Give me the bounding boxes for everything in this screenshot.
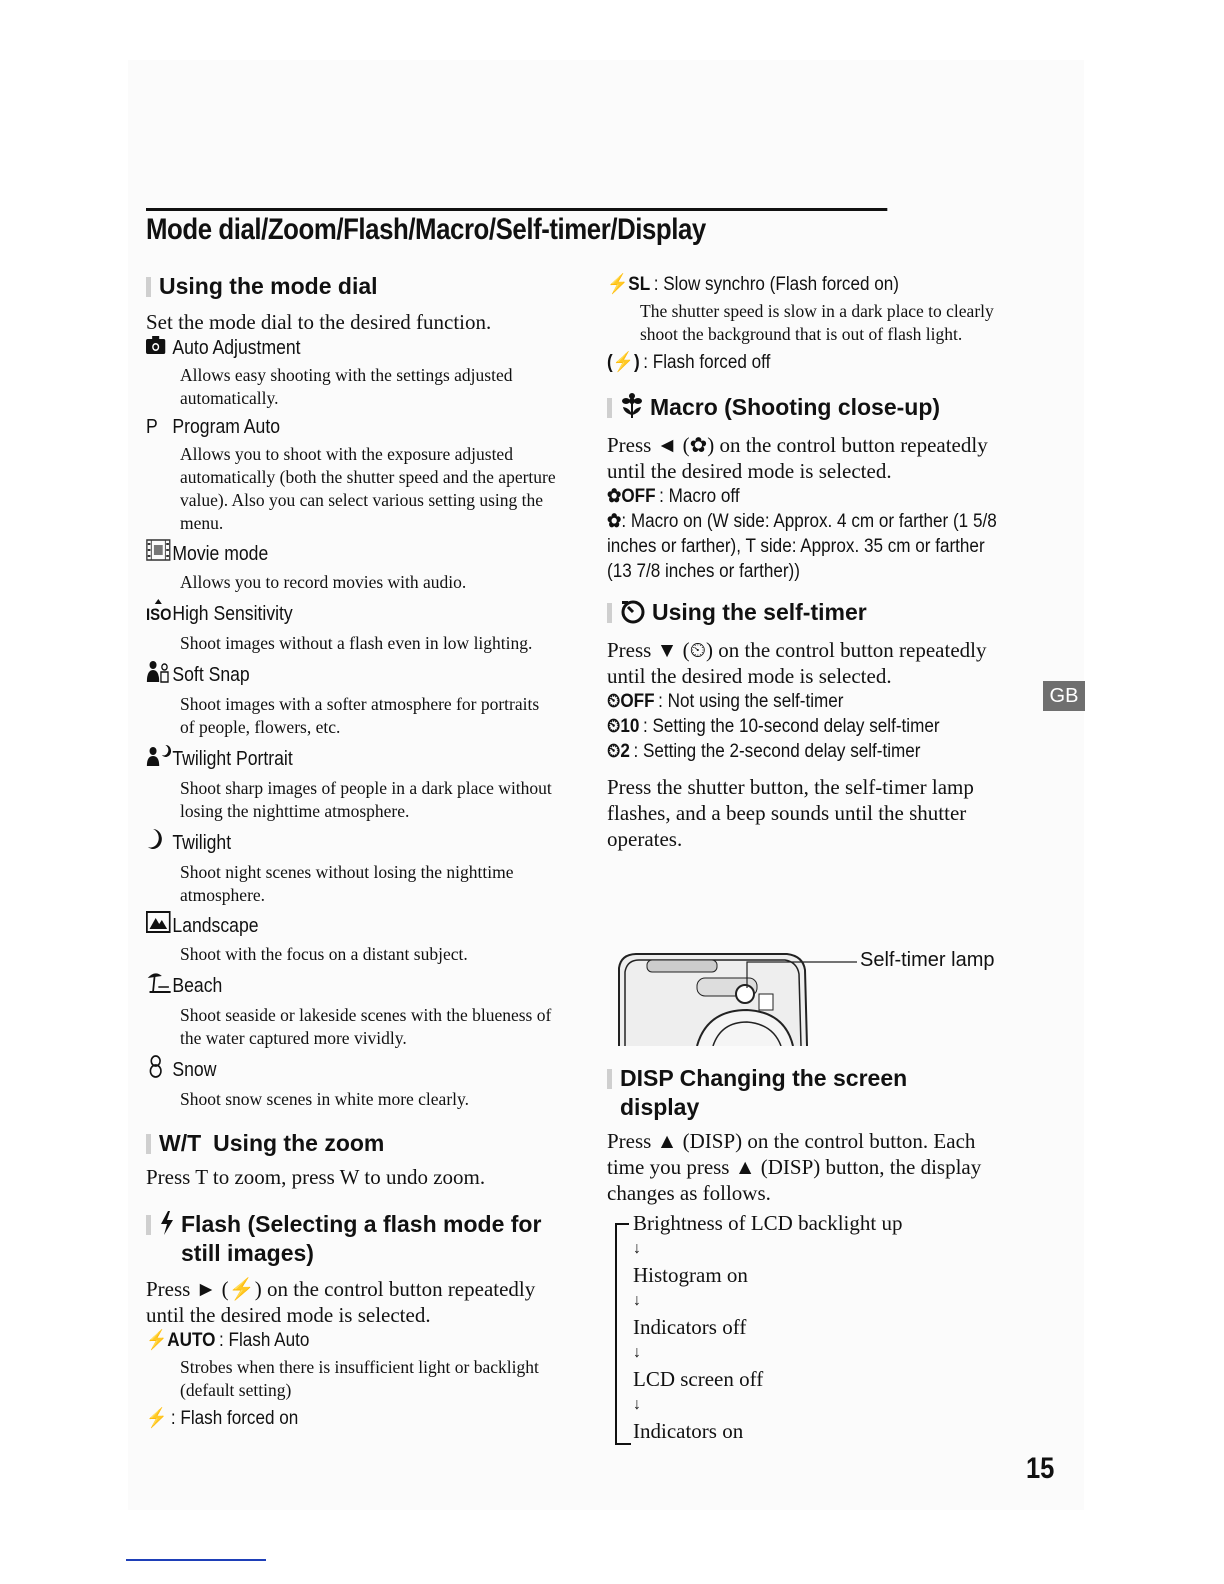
mode-item: Twilight [146, 827, 507, 858]
soft-snap-icon [146, 659, 172, 690]
flash-option-desc: The shutter speed is slow in a dark place to clearly shoot the background that is out of flash light. [640, 301, 994, 344]
mode-description: Shoot images with a softer atmosphere for portraits of people, flowers, etc. [180, 694, 540, 737]
moon-icon [146, 827, 172, 858]
heading-marker [607, 603, 612, 623]
display-heading: DISP Changing the screen display [607, 1064, 1017, 1122]
down-arrow-icon: ↓ [633, 1240, 641, 1257]
timer-off-icon: ⏲OFF [607, 691, 655, 712]
flash-option-desc: Strobes when there is insufficient light or backlight (default setting) [180, 1357, 539, 1400]
selftimer-option-10: ⏲10 : Setting the 10-second delay self-timer [607, 716, 940, 737]
heading-marker [146, 1134, 151, 1154]
disp-label: DISP [620, 1065, 674, 1091]
svg-text:ISO: ISO [146, 606, 171, 622]
timer-10-icon: ⏲10 [607, 716, 640, 737]
mode-description: Allows you to record movies with audio. [180, 572, 467, 592]
mode-description: Shoot with the focus on a distant subject. [180, 944, 468, 964]
flash-option-auto: ⚡AUTO : Flash Auto [146, 1330, 310, 1351]
display-step: Indicators off [633, 1315, 747, 1339]
timer-2-icon: ⏲2 [607, 741, 630, 762]
landscape-icon [146, 911, 172, 940]
mode-item: Twilight Portrait [146, 743, 507, 774]
mode-dial-lead: Set the mode dial to the desired function. [146, 310, 492, 334]
display-step: Indicators on [633, 1419, 744, 1443]
mode-item: P Program Auto [146, 416, 281, 438]
mode-description: Allows easy shooting with the settings adjusted automatically. [180, 365, 513, 408]
mode-item: Landscape [146, 911, 507, 940]
selftimer-option-2: ⏲2 : Setting the 2-second delay self-timer [607, 741, 921, 762]
flash-on-icon: ⚡ [146, 1408, 168, 1429]
display-step: Brightness of LCD backlight up [633, 1211, 903, 1235]
mode-description: Shoot night scenes without losing the nighttime atmosphere. [180, 862, 514, 905]
mode-item: Snow [146, 1054, 507, 1085]
snow-icon [146, 1054, 172, 1085]
flash-lead: Press ► (⚡) on the control button repeatedly until the desired mode is selected. [146, 1277, 536, 1327]
display-section [607, 1064, 1017, 1444]
display-step: Histogram on [633, 1263, 748, 1287]
iso-icon [146, 598, 172, 629]
program-icon: P [146, 416, 158, 438]
selftimer-note: Press the shutter button, the self-timer lamp flashes, and a beep sounds until the shutter operates. [607, 775, 974, 851]
mode-dial-heading: Using the mode dial [146, 272, 556, 301]
page-number: 15 [1026, 1452, 1055, 1485]
flash-sl-icon: ⚡SL [607, 274, 651, 295]
page-title: Mode dial/Zoom/Flash/Macro/Self-timer/Display [146, 208, 887, 247]
selftimer-option-off: ⏲OFF : Not using the self-timer [607, 691, 844, 712]
macro-option-off: ✿OFF : Macro off [607, 486, 740, 507]
mode-description: Shoot images without a flash even in low lighting. [180, 633, 533, 653]
flash-icon [159, 1210, 175, 1243]
flash-option-on: ⚡ : Flash forced on [146, 1408, 299, 1429]
mode-item: Movie mode [146, 539, 507, 568]
left-column [146, 272, 556, 1431]
mode-description: Shoot seaside or lakeside scenes with the blueness of the water captured more vividly. [180, 1005, 552, 1048]
flash-auto-icon: ⚡AUTO [146, 1330, 216, 1351]
flash-off-icon: (⚡) [607, 352, 640, 373]
camera-icon [146, 335, 172, 361]
mode-description: Shoot sharp images of people in a dark place without losing the nighttime atmosphere. [180, 778, 552, 821]
film-icon [146, 539, 172, 568]
down-arrow-icon: ↓ [633, 1344, 641, 1361]
heading-marker [607, 1069, 612, 1089]
display-step: LCD screen off [633, 1367, 764, 1391]
macro-off-icon: ✿OFF [607, 486, 656, 507]
heading-marker [146, 1215, 151, 1235]
macro-on-icon: ✿ [607, 511, 622, 532]
self-timer-icon [620, 598, 646, 631]
language-tab: GB [1043, 681, 1085, 711]
twilight-portrait-icon [146, 743, 172, 774]
down-arrow-icon: ↓ [633, 1396, 641, 1413]
macro-heading: Macro (Shooting close-up) [607, 393, 1017, 426]
down-arrow-icon: ↓ [633, 1292, 641, 1309]
heading-marker [146, 277, 151, 297]
right-column [607, 272, 1017, 852]
mode-item: ISO High Sensitivity [146, 598, 507, 629]
macro-lead: Press ◄ (✿) on the control button repeatedly until the desired mode is selected. [607, 433, 988, 483]
display-lead: Press ▲ (DISP) on the control button. Each time you press ▲ (DISP) button, the display changes as follows. [607, 1129, 982, 1205]
flash-heading: Flash (Selecting a flash mode for still images) [146, 1210, 556, 1268]
heading-marker [607, 398, 612, 418]
macro-icon [620, 393, 644, 426]
self-timer-lamp-label: Self-timer lamp [860, 949, 995, 971]
zoom-icon: W/T [159, 1130, 202, 1156]
zoom-heading: W/T Using the zoom [146, 1129, 556, 1158]
flash-option-slow-synchro: ⚡SL : Slow synchro (Flash forced on) [607, 274, 899, 295]
beach-icon [146, 970, 172, 1001]
mode-item: Soft Snap [146, 659, 507, 690]
footer-line [126, 1559, 266, 1561]
zoom-lead: Press T to zoom, press W to undo zoom. [146, 1165, 486, 1189]
mode-description: Shoot snow scenes in white more clearly. [180, 1089, 470, 1109]
macro-option-on: ✿: Macro on (W side: Approx. 4 cm or farther (1 5/8 inches or farther), T side: Approx. 35 cm or farther (13 7/8 inches or farther)) [607, 511, 997, 582]
display-cycle [607, 1210, 1017, 1444]
mode-description: Allows you to shoot with the exposure adjusted automatically (both the shutter speed and the aperture value). Also you can select various setting using the menu. [180, 444, 556, 533]
mode-item: Beach [146, 970, 507, 1001]
self-timer-lamp-icon [736, 985, 754, 1003]
selftimer-lead: Press ▼ (⏲) on the control button repeatedly until the desired mode is selected. [607, 638, 987, 688]
selftimer-heading: Using the self-timer [607, 598, 1017, 631]
mode-item: Auto Adjustment [146, 335, 507, 361]
flash-option-off: (⚡) : Flash forced off [607, 352, 771, 373]
